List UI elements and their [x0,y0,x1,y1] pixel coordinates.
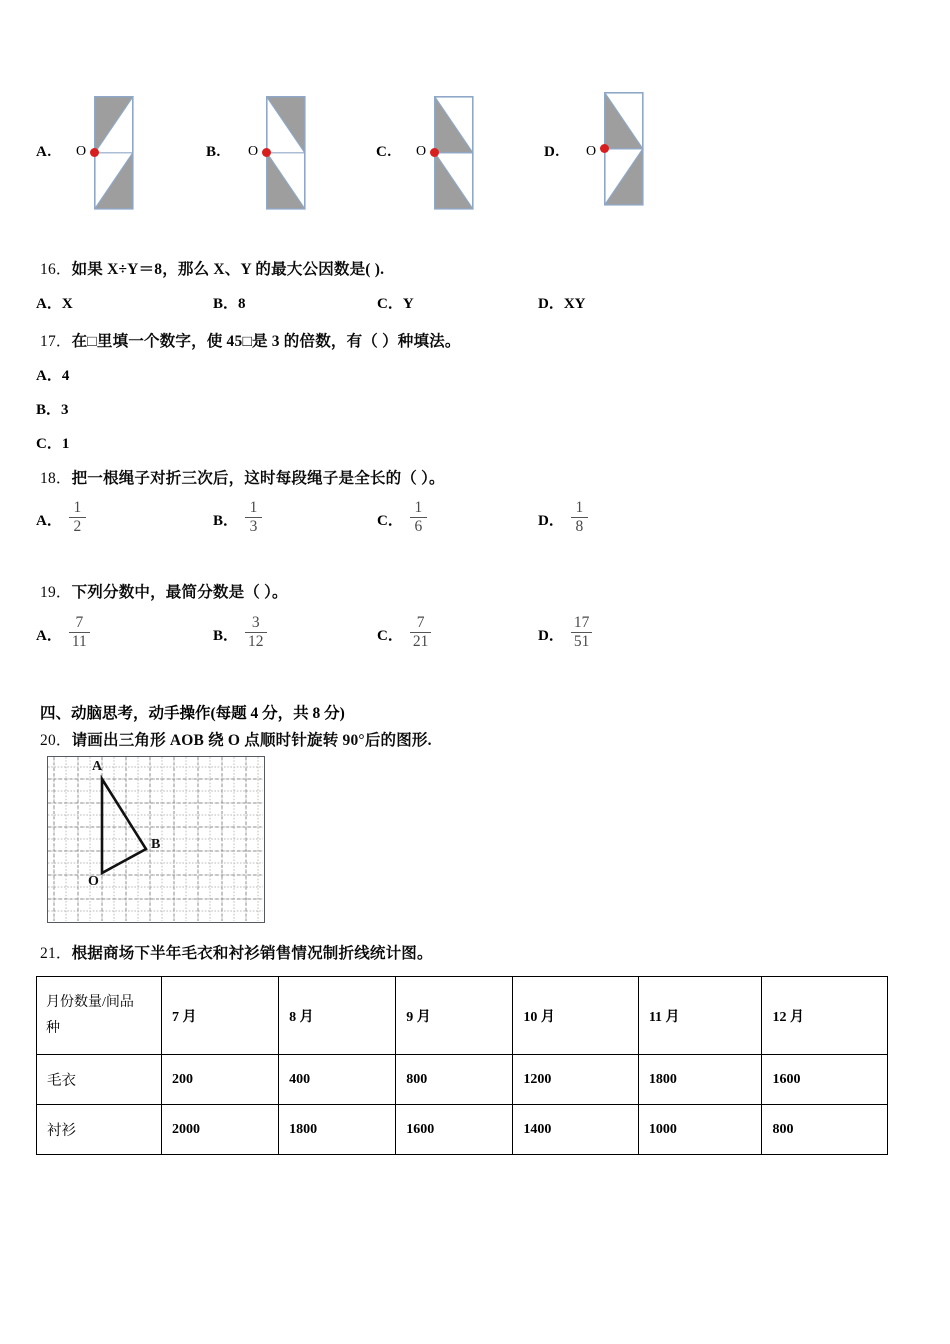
question-20-text: 请画出三角形 AOB 绕 O 点顺时针旋转 90°后的图形. [71,732,432,749]
table-col-header-oct: 10 月 [513,977,638,1055]
q18-option-a[interactable] [36,500,86,536]
question-21 [40,941,433,963]
table-col-header-jul: 7 月 [162,977,279,1055]
q20-grid-diagram[interactable] [47,756,265,923]
sweater-sep: 800 [396,1055,513,1105]
q18-option-d-label: D． [538,512,564,529]
q17-option-c-label: C． [36,436,62,452]
question-17-text: 在□里填一个数字，使 45□是 3 的倍数，有（ ）种填法。 [71,333,461,350]
question-17 [40,329,461,351]
q19-options [36,615,676,671]
question-19-number: 19． [40,584,72,601]
sweater-dec: 1600 [762,1055,888,1105]
q16-option-b-text: 8 [238,296,246,312]
q17-option-a-label: A． [36,368,62,384]
q16-option-c-label: C． [377,296,403,312]
shirt-oct: 1400 [513,1105,638,1155]
q16-option-a-text: X [61,296,73,312]
q16-option-d-label: D． [538,296,564,312]
sweater-oct: 1200 [513,1055,638,1105]
vertex-label-b: B [151,837,161,852]
q19-option-b-numerator: 3 [251,614,260,631]
q16-option-c-text: Y [402,296,414,312]
q18-options [36,500,676,556]
question-20-number: 20． [40,732,72,749]
q15-option-a-shape [94,96,134,210]
question-18-number: 18． [40,470,72,487]
q18-option-a-numerator: 1 [73,499,82,516]
q16-option-a[interactable] [36,292,73,313]
table-col-header-nov: 11 月 [638,977,762,1055]
q19-option-a-fraction [69,615,90,651]
q18-option-d[interactable] [538,500,588,536]
q18-option-c-label: C． [377,512,403,529]
q18-option-c-numerator: 1 [414,499,423,516]
question-21-number: 21． [40,945,72,962]
question-21-text: 根据商场下半年毛衣和衬衫销售情况制折线统计图。 [71,945,433,962]
q18-option-a-denominator: 2 [73,518,82,536]
q15-option-a-label: A. [36,144,52,160]
q19-option-a[interactable] [36,615,90,651]
q18-option-b[interactable] [213,500,262,536]
q19-option-b-fraction [245,615,267,651]
q16-option-d[interactable] [538,292,586,313]
sweater-jul: 200 [162,1055,279,1105]
q15-option-d-point-label: O [586,144,597,159]
q15-option-c-pivot-dot [430,148,439,157]
sweater-nov: 1800 [638,1055,762,1105]
q16-option-a-label: A． [36,296,62,312]
question-20 [40,728,432,750]
q19-option-a-denominator: 11 [71,633,87,651]
q19-option-d[interactable] [538,615,592,651]
q19-option-c-numerator: 7 [416,614,425,631]
question-19 [40,580,288,602]
corner-header-line-2: 种 [46,1020,60,1036]
question-18 [40,466,445,488]
corner-header-line-1: 月份数量/间品 [46,994,134,1010]
q15-option-d[interactable] [544,86,744,226]
q15-option-b-label: B. [206,144,221,160]
q18-option-c[interactable] [377,500,427,536]
q16-option-d-text: XY [563,296,586,312]
question-16 [40,257,384,279]
q17-option-b[interactable] [36,398,69,419]
vertex-label-o: O [88,874,99,889]
q15-option-d-shape [604,92,644,206]
section-4-heading: 四、动脑思考，动手操作(每题 4 分，共 8 分) [40,705,345,722]
q18-option-c-fraction [410,500,427,536]
q15-option-d-label: D. [544,144,560,160]
q16-option-c[interactable] [377,292,414,313]
q15-option-a-pivot-dot [90,148,99,157]
q18-option-b-label: B． [213,512,239,529]
q19-option-b[interactable] [213,615,267,651]
sweater-aug: 400 [279,1055,396,1105]
q15-option-b-point-label: O [248,144,259,159]
shirt-dec: 800 [762,1105,888,1155]
q19-option-d-numerator: 17 [573,614,590,631]
q17-option-b-text: 3 [61,402,69,418]
table-header-row [37,977,888,1055]
q19-option-d-label: D． [538,627,564,644]
question-17-number: 17． [40,333,72,350]
table-col-header-dec: 12 月 [762,977,888,1055]
q18-option-a-fraction [69,500,86,536]
q18-option-b-denominator: 3 [249,518,258,536]
q19-option-c-label: C． [377,627,403,644]
table-col-header-sep: 9 月 [396,977,513,1055]
q18-option-c-denominator: 6 [414,518,423,536]
table-row-shirt [37,1105,888,1155]
q17-option-a[interactable] [36,364,69,385]
question-16-text: 如果 X÷Y＝8，那么 X、Y 的最大公因数是( ). [71,261,385,278]
q17-option-c[interactable] [36,432,69,453]
table-col-header-aug: 8 月 [279,977,396,1055]
shirt-sep: 1600 [396,1105,513,1155]
q19-option-b-label: B． [213,627,239,644]
q18-option-d-numerator: 1 [575,499,584,516]
q15-option-d-pivot-dot [600,144,609,153]
q19-option-c-denominator: 21 [412,633,429,651]
shirt-aug: 1800 [279,1105,396,1155]
q18-option-d-denominator: 8 [575,518,584,536]
row-label-shirt: 衬衫 [37,1105,162,1155]
q19-option-a-label: A． [36,627,62,644]
q17-option-a-text: 4 [61,368,70,384]
q18-option-b-numerator: 1 [249,499,258,516]
question-19-text: 下列分数中，最简分数是（ ）。 [71,584,288,601]
question-18-text: 把一根绳子对折三次后，这时每段绳子是全长的（ ）。 [71,470,445,487]
table-corner-header [37,977,162,1055]
q15-option-b-pivot-dot [262,148,271,157]
q15-option-c-shape [434,96,474,210]
q18-option-b-fraction [245,500,262,536]
shirt-jul: 2000 [162,1105,279,1155]
row-label-sweater: 毛衣 [37,1055,162,1105]
q18-option-d-fraction [571,500,588,536]
q15-option-b-shape [266,96,306,210]
q19-option-c[interactable] [377,615,431,651]
q17-option-c-text: 1 [61,436,70,452]
question-16-number: 16． [40,261,72,278]
q15-options-figures [36,86,916,226]
sales-data-table [36,976,888,1155]
q18-option-a-label: A． [36,512,62,529]
vertex-label-a: A [92,759,103,774]
q19-option-d-fraction [571,615,593,651]
q16-option-b-label: B． [213,296,239,312]
q19-option-d-denominator: 51 [573,633,590,651]
q15-option-a-point-label: O [76,144,87,159]
q19-option-c-fraction [410,615,432,651]
q19-option-a-numerator: 7 [75,614,84,631]
q15-option-c-point-label: O [416,144,427,159]
q19-option-b-denominator: 12 [248,633,264,651]
table-row-sweater [37,1055,888,1105]
q15-option-c-label: C. [376,144,392,160]
q17-option-b-label: B． [36,402,62,418]
shirt-nov: 1000 [638,1105,762,1155]
q16-option-b[interactable] [213,292,246,313]
